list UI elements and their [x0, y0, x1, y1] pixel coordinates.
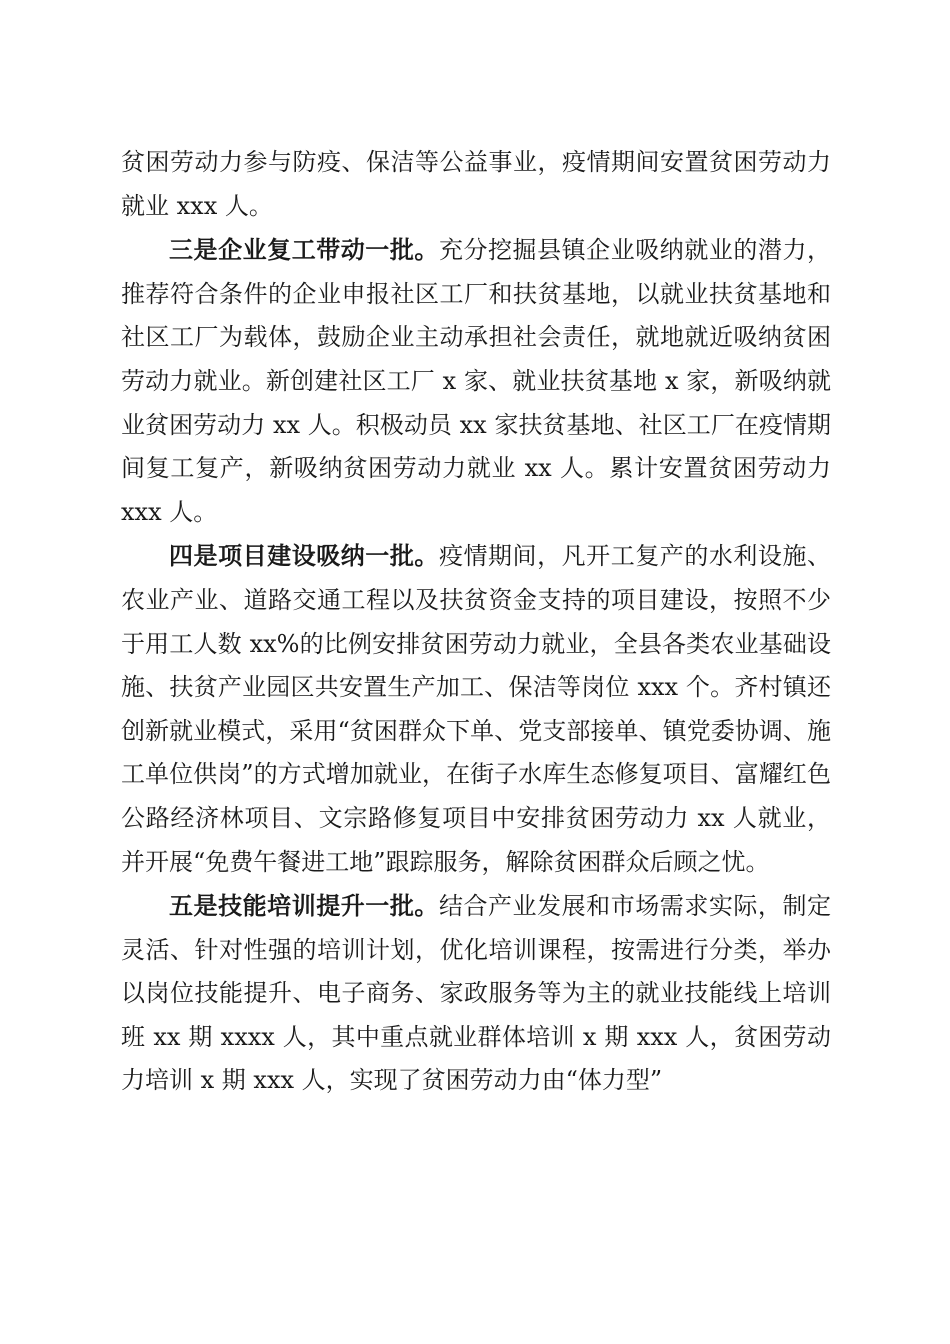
paragraph-lead: 三是企业复工带动一批。 — [169, 235, 439, 265]
paragraph-skills-training — [121, 884, 831, 1103]
paragraph-body: 充分挖掘县镇企业吸纳就业的潜力，推荐符合条件的企业申报社区工厂和扶贫基地，以就业扶贫基地和社区工厂为载体，鼓励企业主动承担社会责任，就地就近吸纳贫困劳动力就业。新创建社区工厂 x 家、就业扶贫基地 x 家，新吸纳就业贫困劳动力 xx 人。积极动员 xx 家扶贫基地、社区工厂在疫情期间复工复产，新吸纳贫困劳动力就业 xx 人。累计安置贫困劳动力 xxx 人。 — [121, 236, 832, 526]
paragraph-continuation — [121, 141, 831, 228]
paragraph-body: 贫困劳动力参与防疫、保洁等公益事业，疫情期间安置贫困劳动力就业 xxx 人。 — [121, 148, 831, 220]
document-body — [121, 141, 831, 1103]
paragraph-enterprise-resumption — [121, 228, 831, 534]
paragraph-body: 疫情期间，凡开工复产的水利设施、农业产业、道路交通工程以及扶贫资金支持的项目建设，按照不少于用工人数 xx%的比例安排贫困劳动力就业，全县各类农业基础设施、扶贫产业园区共安置生产加工、保洁等岗位 xxx 个。齐村镇还创新就业模式，采用“贫困群众下单、党支部接单、镇党委协调、施工单位供岗”的方式增加就业，在街子水库生态修复项目、富耀红色公路经济林项目、文宗路修复项目中安排贫困劳动力 xx 人就业，并开展“免费午餐进工地”跟踪服务，解除贫困群众后顾之忧。 — [121, 542, 832, 876]
paragraph-lead: 四是项目建设吸纳一批。 — [169, 541, 439, 571]
paragraph-project-construction — [121, 534, 831, 884]
paragraph-body: 结合产业发展和市场需求实际，制定灵活、针对性强的培训计划，优化培训课程，按需进行分类，举办以岗位技能提升、电子商务、家政服务等为主的就业技能线上培训班 xx 期 xxxx 人，其中重点就业群体培训 x 期 xxx 人，贫困劳动力培训 x 期 xxx 人，实现了贫困劳动力由“体力型” — [121, 892, 832, 1095]
paragraph-lead: 五是技能培训提升一批。 — [169, 891, 439, 921]
